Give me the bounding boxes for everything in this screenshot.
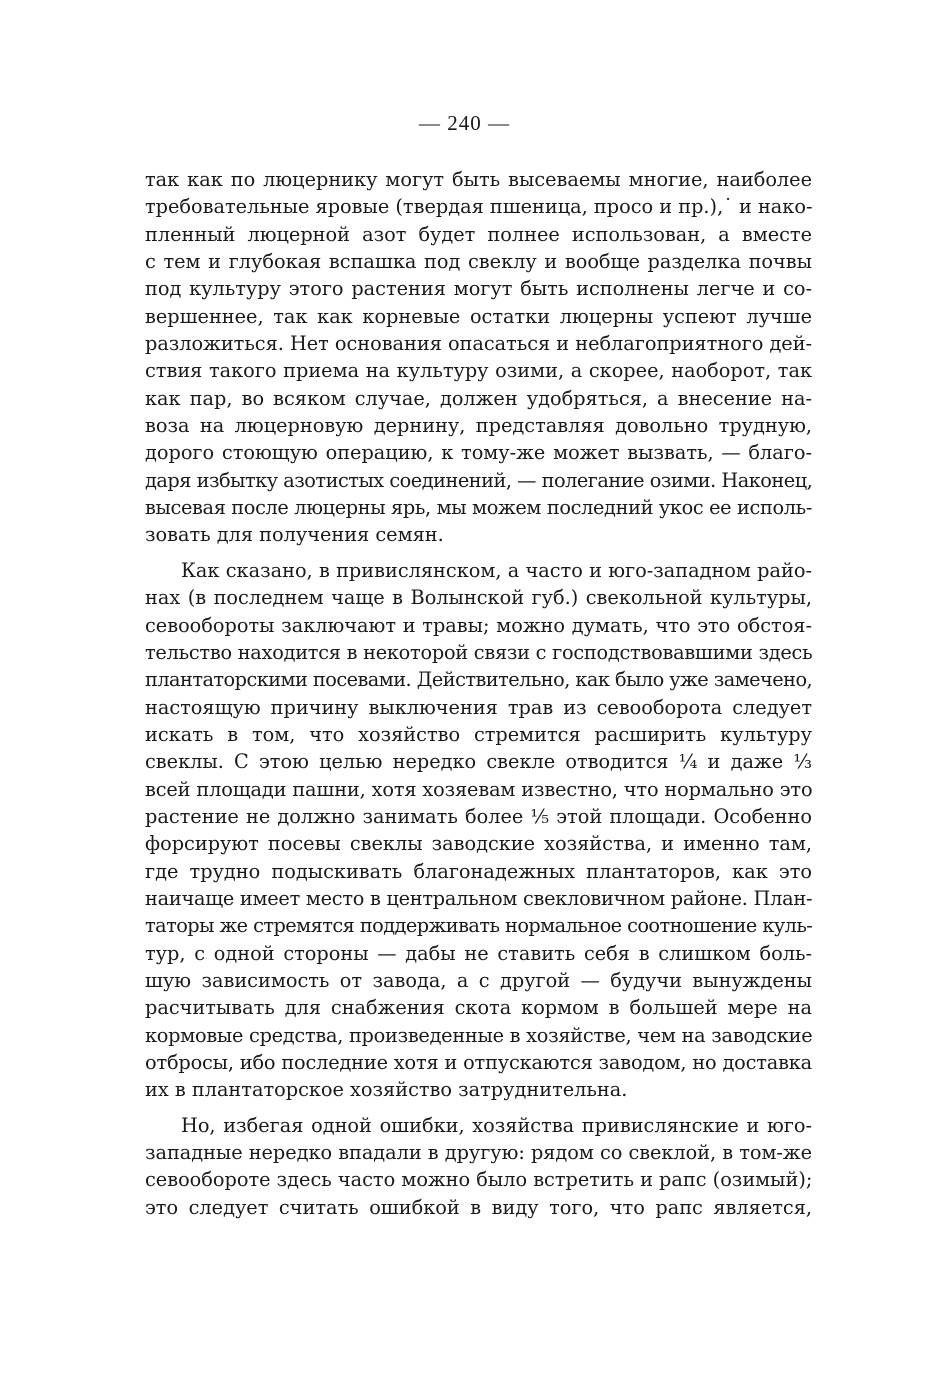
text-line: нах (в последнем чаще в Волынской губ.) свекольной культуры, bbox=[145, 586, 812, 610]
text-line: искать в том, что хозяйство стремится расширить культуру bbox=[145, 722, 812, 746]
text-line: с тем и глубокая вспашка под свеклу и вообще разделка почвы bbox=[145, 250, 812, 274]
text-line: растение не должно занимать более ¹⁄₅ этой площади. Особенно bbox=[145, 804, 812, 828]
text-line: западные нередко впадали в другую: рядом со свеклой, в том-же bbox=[145, 1141, 812, 1165]
paragraph-3 bbox=[145, 1112, 812, 1221]
text-line: это следует считать ошибкой в виду того, что рапс является, bbox=[145, 1195, 812, 1219]
text-line: севообороты заключают и травы; можно думать, что это обстоя- bbox=[145, 613, 812, 637]
text-line: даря избытку азотистых соединений, — полегание озими. Наконец, bbox=[145, 468, 813, 492]
text-line: их в плантаторское хозяйство затруднительна. bbox=[145, 1078, 628, 1102]
text-line: Как сказано, в привислянском, а часто и юго-западном райо- bbox=[181, 558, 812, 582]
text-line: пленный люцерной азот будет полнее использован, а вместе bbox=[145, 222, 812, 246]
paragraph-2 bbox=[145, 557, 812, 1104]
text-line: тельство находится в некоторой связи с господствовавшими здесь bbox=[145, 640, 813, 664]
text-line: дорого стоющую операцию, к тому-же может вызвать, — благо- bbox=[145, 441, 812, 465]
page-number: — 240 — bbox=[419, 111, 510, 135]
text-line: требовательные яровые (твердая пшеница, просо и пр.),˙ и нако- bbox=[145, 195, 813, 219]
text-line: шую зависимость от завода, а с другой — будучи вынуждены bbox=[145, 968, 812, 992]
text-line: расчитывать для снабжения скота кормом в большей мере на bbox=[145, 996, 812, 1020]
text-line: вершеннее, так как корневые остатки люцерны успеют лучше bbox=[145, 304, 812, 328]
text-line: всей площади пашни, хотя хозяевам известно, что нормально это bbox=[145, 777, 813, 801]
text-line: таторы же стремятся поддерживать нормальное соотношение куль- bbox=[145, 914, 813, 938]
text-line: ствия такого приема на культуру озими, а скорее, наоборот, так bbox=[145, 359, 812, 383]
paragraph-1 bbox=[145, 166, 812, 549]
text-line: настоящую причину выключения трав из севооборота следует bbox=[145, 695, 812, 719]
text-line: разложиться. Нет основания опасаться и неблагоприятного дей- bbox=[145, 332, 813, 356]
text-line: тур, с одной стороны — дабы не ставить себя в слишком боль- bbox=[145, 941, 812, 965]
text-line: так как по люцернику могут быть высеваемы многие, наиболее bbox=[145, 168, 812, 191]
text-line: плантаторскими посевами. Действительно, как было уже замечено, bbox=[145, 668, 813, 692]
text-line: воза на люцерновую дернину, представляя довольно трудную, bbox=[145, 414, 812, 438]
text-line: свеклы. С этою целью нередко свекле отводится ¹⁄₄ и даже ¹⁄₃ bbox=[145, 750, 812, 774]
text-line: под культуру этого растения могут быть исполнены легче и со- bbox=[145, 277, 812, 301]
text-line: высевая после люцерны ярь, мы можем последний укос ее исполь- bbox=[145, 496, 812, 520]
text-line: Но, избегая одной ошибки, хозяйства привислянские и юго- bbox=[181, 1113, 812, 1137]
text-line: как пар, во всяком случае, должен удобряться, а внесение на- bbox=[145, 386, 812, 410]
text-line: зовать для получения семян. bbox=[145, 523, 444, 547]
text-line: севообороте здесь часто можно было встретить и рапс (озимый); bbox=[145, 1168, 813, 1192]
text-line: кормовые средства, произведенные в хозяйстве, чем на заводские bbox=[145, 1023, 813, 1047]
text-line: наичаще имеет место в центральном свекловичном районе. План- bbox=[145, 886, 813, 910]
text-line: форсируют посевы свеклы заводские хозяйства, и именно там, bbox=[145, 832, 812, 856]
text-line: отбросы, ибо последние хотя и отпускаются заводом, но доставка bbox=[145, 1051, 812, 1074]
body-text bbox=[145, 166, 812, 1229]
text-line: где трудно подыскивать благонадежных плантаторов, как это bbox=[145, 859, 812, 883]
